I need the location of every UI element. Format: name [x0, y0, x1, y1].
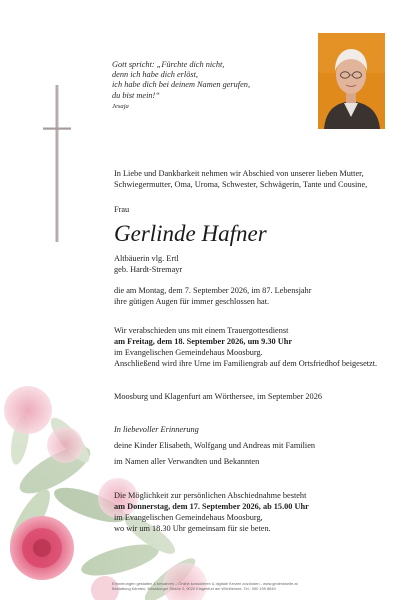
death-line: ihre gütigen Augen für immer geschlossen hat.	[114, 297, 270, 306]
footer-line: Bestattung Kärnten, Moosburger Straße 2, 9020 Klagenfurt am Wörthersee, Tel.: 050 199 8849	[112, 586, 276, 591]
funeral-service	[114, 325, 377, 369]
quote-line: denn ich habe dich erlöst,	[112, 70, 198, 80]
detail-line: Altbäuerin vlg. Ertl	[114, 254, 179, 263]
mourners-family: deine Kinder Elisabeth, Wolfgang und Andreas mit Familien	[114, 441, 316, 450]
viewing-line: wo wir um 18.30 Uhr gemeinsam für sie beten.	[114, 524, 271, 533]
death-notice	[114, 285, 311, 307]
memory-title: In liebevoller Erinnerung	[114, 425, 199, 434]
deceased-details	[114, 253, 182, 275]
viewing-date: am Donnerstag, dem 17. September 2026, ab 15.00 Uhr	[114, 502, 309, 511]
salutation: Frau	[114, 205, 130, 214]
footer	[112, 581, 412, 591]
detail-line: geb. Hardt-Stremayr	[114, 265, 183, 274]
deceased-name: Gerlinde Hafner	[114, 221, 267, 246]
quote-line: du bist mein!“	[112, 90, 160, 100]
death-line: die am Montag, dem 7. September 2026, im 87. Lebensjahr	[114, 286, 312, 295]
mourners-others: im Namen aller Verwandten und Bekannten	[114, 457, 260, 466]
quote-line: ich habe dich bei deinem Namen gerufen,	[112, 80, 251, 90]
viewing-info	[114, 490, 309, 534]
service-date: am Freitag, dem 18. September 2026, um 9.30 Uhr	[114, 337, 293, 346]
quote-line: Gott spricht: „Fürchte dich nicht,	[112, 60, 225, 69]
portrait-illustration	[318, 33, 385, 129]
footer-line: Erinnerungen gestalten & bewahren – Online kondolieren & digitale Kerzen anzünden - www.gedenkseite.at	[112, 581, 298, 586]
place-date: Moosburg und Klagenfurt am Wörthersee, im September 2026	[114, 392, 322, 401]
intro-text	[114, 168, 404, 190]
viewing-line: im Evangelischen Gemeindehaus Moosburg,	[114, 513, 263, 522]
portrait-photo	[318, 33, 385, 129]
service-line: Anschließend wird ihre Urne im Familiengrab auf dem Ortsfriedhof beigesetzt.	[114, 359, 378, 368]
intro-line: In Liebe und Dankbarkeit nehmen wir Abschied von unserer lieben Mutter,	[114, 169, 364, 178]
bible-quote	[112, 60, 307, 112]
quote-source: Jesaja	[112, 102, 129, 110]
service-line: im Evangelischen Gemeindehaus Moosburg.	[114, 348, 263, 357]
viewing-line: Die Möglichkeit zur persönlichen Abschiednahme besteht	[114, 491, 307, 500]
intro-line: Schwiegermutter, Oma, Uroma, Schwester, Schwägerin, Tante und Cousine,	[114, 180, 368, 189]
service-line: Wir verabschieden uns mit einem Trauergottesdienst	[114, 326, 289, 335]
